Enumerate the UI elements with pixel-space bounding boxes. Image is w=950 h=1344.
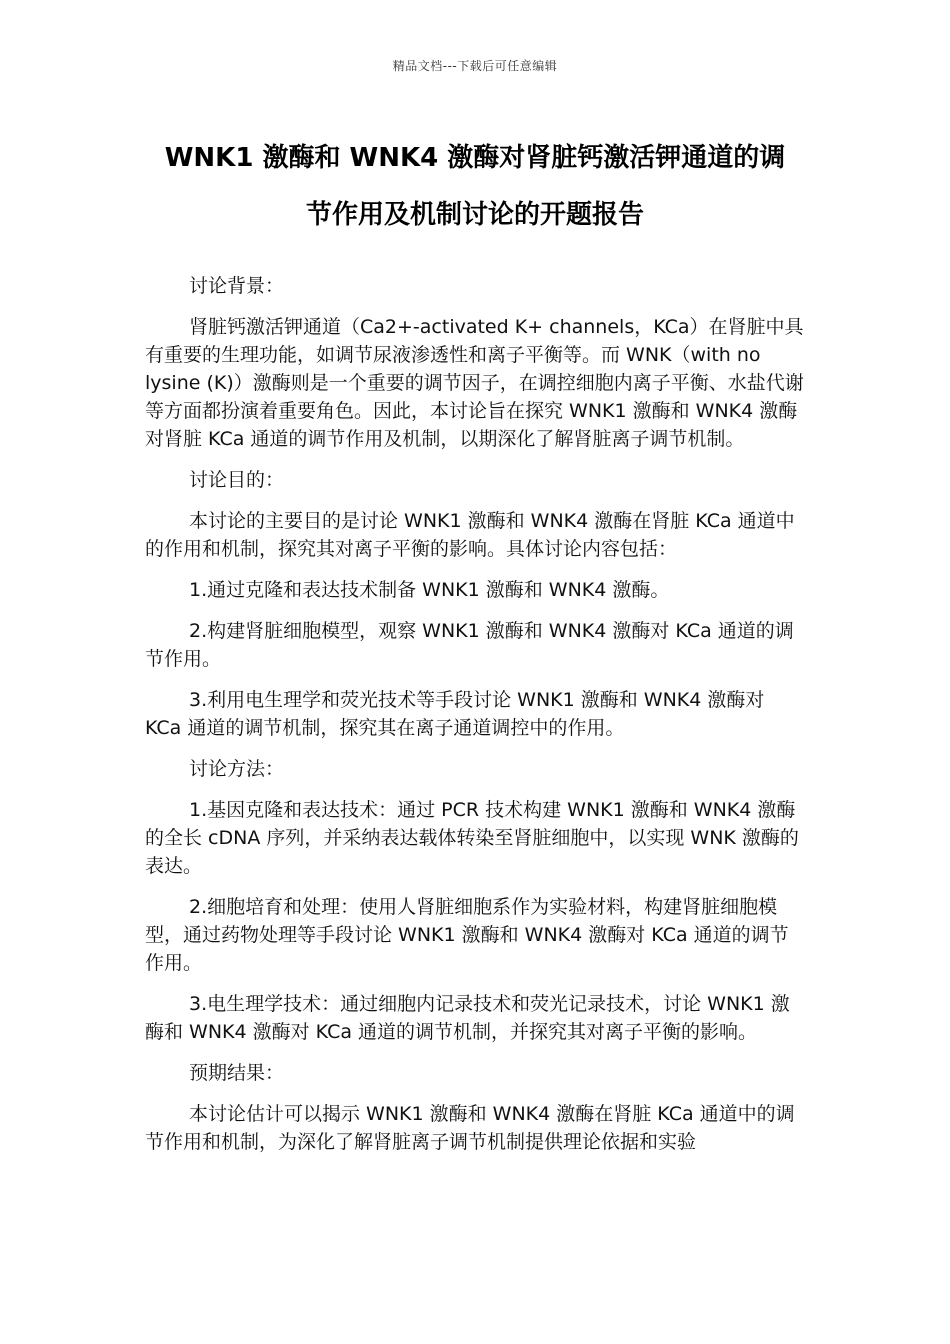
section-heading-purpose: 讨论目的： [189,469,285,491]
section-heading-background: 讨论背景： [189,275,285,297]
paragraph-results: 本讨论估计可以揭示 WNK1 激酶和 WNK4 激酶在肾脏 KCa 通道中的调节作用和机制，为深化了解肾脏离子调节机制提供理论依据和实验 [145,1103,795,1153]
section-heading-methods: 讨论方法： [189,758,285,780]
paragraph-background: 肾脏钙激活钾通道（Ca2+-activated K+ channels，KCa）在肾脏中具有重要的生理功能，如调节尿液渗透性和离子平衡等。而 WNK（with no lysine (K)）激酶则是一个重要的调节因子，在调控细胞内离子平衡、水盐代谢等方面都扮演着重要角色。因此，本讨论旨在探究 WNK1 激酶和 WNK4 激酶对肾脏 KCa 通道的调节作用及机制，以期深化了解肾脏离子调节机制。 [145,316,804,450]
title-line-1: WNK1 激酶和 WNK4 激酶对肾脏钙激活钾通道的调 [164,143,786,173]
paragraph-purpose: 本讨论的主要目的是讨论 WNK1 激酶和 WNK4 激酶在肾脏 KCa 通道中的作用和机制，探究其对离子平衡的影响。具体讨论内容包括： [145,510,795,560]
list-item-method-1: 1.基因克隆和表达技术：通过 PCR 技术构建 WNK1 激酶和 WNK4 激酶的全长 cDNA 序列，并采纳表达载体转染至肾脏细胞中，以实现 WNK 激酶的表达。 [145,799,799,877]
title-line-2: 节作用及机制讨论的开题报告 [305,200,644,230]
list-item-purpose-3: 3.利用电生理学和荧光技术等手段讨论 WNK1 激酶和 WNK4 激酶对 KCa 通道的调节机制，探究其在离子通道调控中的作用。 [145,689,765,739]
header-note: 精品文档---下载后可任意编辑 [392,59,558,73]
document-title [145,130,805,244]
document-body [145,272,805,1169]
list-item-purpose-2: 2.构建肾脏细胞模型，观察 WNK1 激酶和 WNK4 激酶对 KCa 通道的调节作用。 [145,620,794,670]
list-item-method-2: 2.细胞培育和处理：使用人肾脏细胞系作为实验材料，构建肾脏细胞模型，通过药物处理等手段讨论 WNK1 激酶和 WNK4 激酶对 KCa 通道的调节作用。 [145,896,789,974]
section-heading-results: 预期结果： [189,1062,285,1084]
list-item-method-3: 3.电生理学技术：通过细胞内记录技术和荧光记录技术，讨论 WNK1 激酶和 WNK4 激酶对 KCa 通道的调节机制，并探究其对离子平衡的影响。 [145,993,790,1043]
list-item-purpose-1: 1.通过克隆和表达技术制备 WNK1 激酶和 WNK4 激酶。 [189,579,670,601]
